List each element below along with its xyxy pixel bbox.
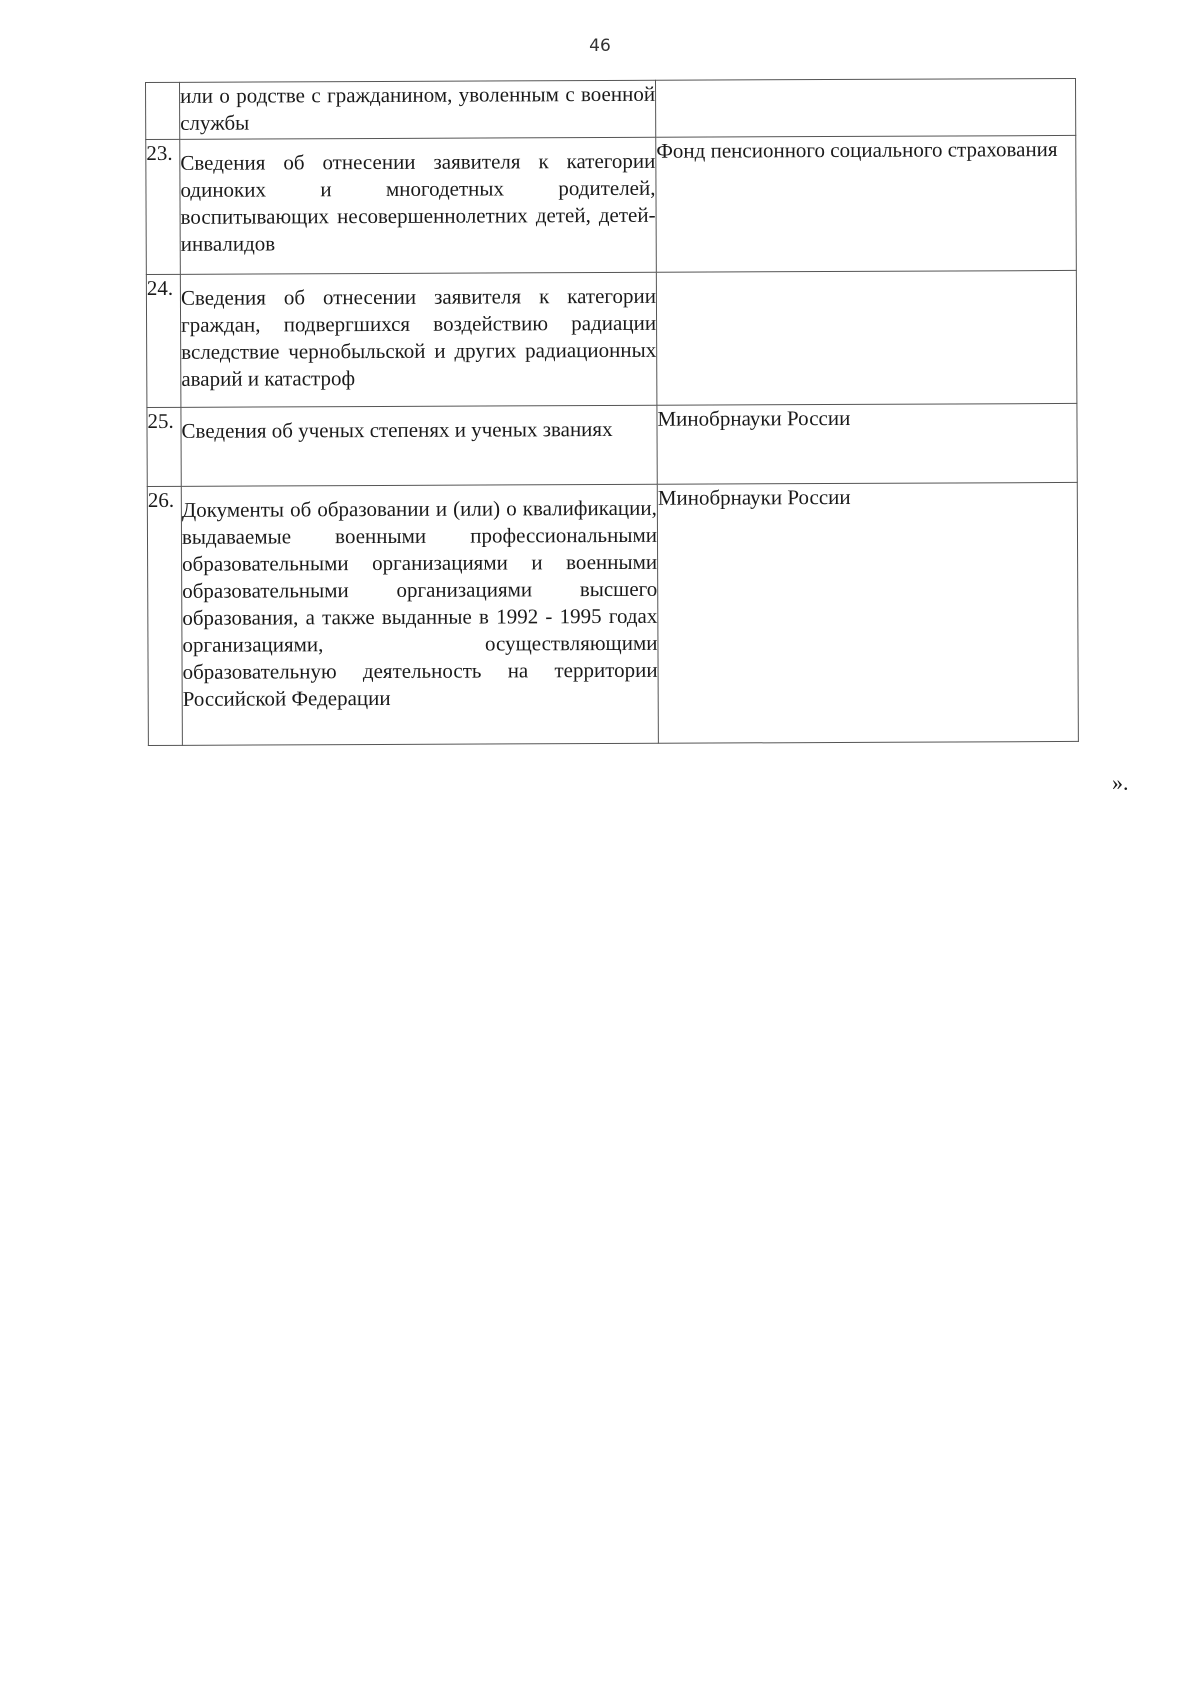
services-table [145, 78, 1079, 746]
row-description [180, 137, 657, 274]
row-description-text: Документы об образовании и (или) о квалификации, выдаваемые военными профессиональными образовательными организациями и военными образовательными организациями высшего образования, а также выданные в 1992 - 1995 годах организациями, осуществляющими образовательную деятельность на территории Российской Федерации [181, 495, 658, 711]
table-row [147, 482, 1078, 745]
row-description [181, 405, 657, 486]
row-description-text: Сведения об отнесении заявителя к категории одиноких и многодетных родителей, воспитывающих несовершеннолетних детей, детей-инвалидов [180, 148, 656, 256]
row-organization: Минобрнауки России [657, 482, 1078, 743]
row-organization: Фонд пенсионного социального страхования [656, 135, 1077, 272]
row-organization: Минобрнауки России [657, 403, 1077, 484]
row-number: 25. [147, 407, 181, 486]
row-number: 23. [146, 139, 181, 274]
page-number: 46 [589, 36, 611, 56]
closing-quote: ». [1112, 770, 1129, 795]
row-description [180, 80, 656, 139]
row-organization [655, 78, 1075, 137]
row-description [181, 484, 658, 745]
row-number [146, 82, 180, 139]
row-description-text: или о родстве с гражданином, уволенным с военной службы [180, 81, 656, 135]
table-row [146, 135, 1077, 274]
row-number: 24. [146, 274, 181, 407]
table-row [146, 78, 1076, 139]
table-row [146, 270, 1077, 407]
row-organization [656, 270, 1077, 405]
row-description-text: Сведения об ученых степенях и ученых званиях [181, 416, 613, 443]
row-description-text: Сведения об отнесении заявителя к категории граждан, подвергшихся воздействию радиации вследствие чернобыльской и других радиационных аварий и катастроф [180, 283, 657, 391]
table-row [147, 403, 1077, 486]
row-number: 26. [147, 486, 182, 745]
row-description [180, 272, 657, 407]
